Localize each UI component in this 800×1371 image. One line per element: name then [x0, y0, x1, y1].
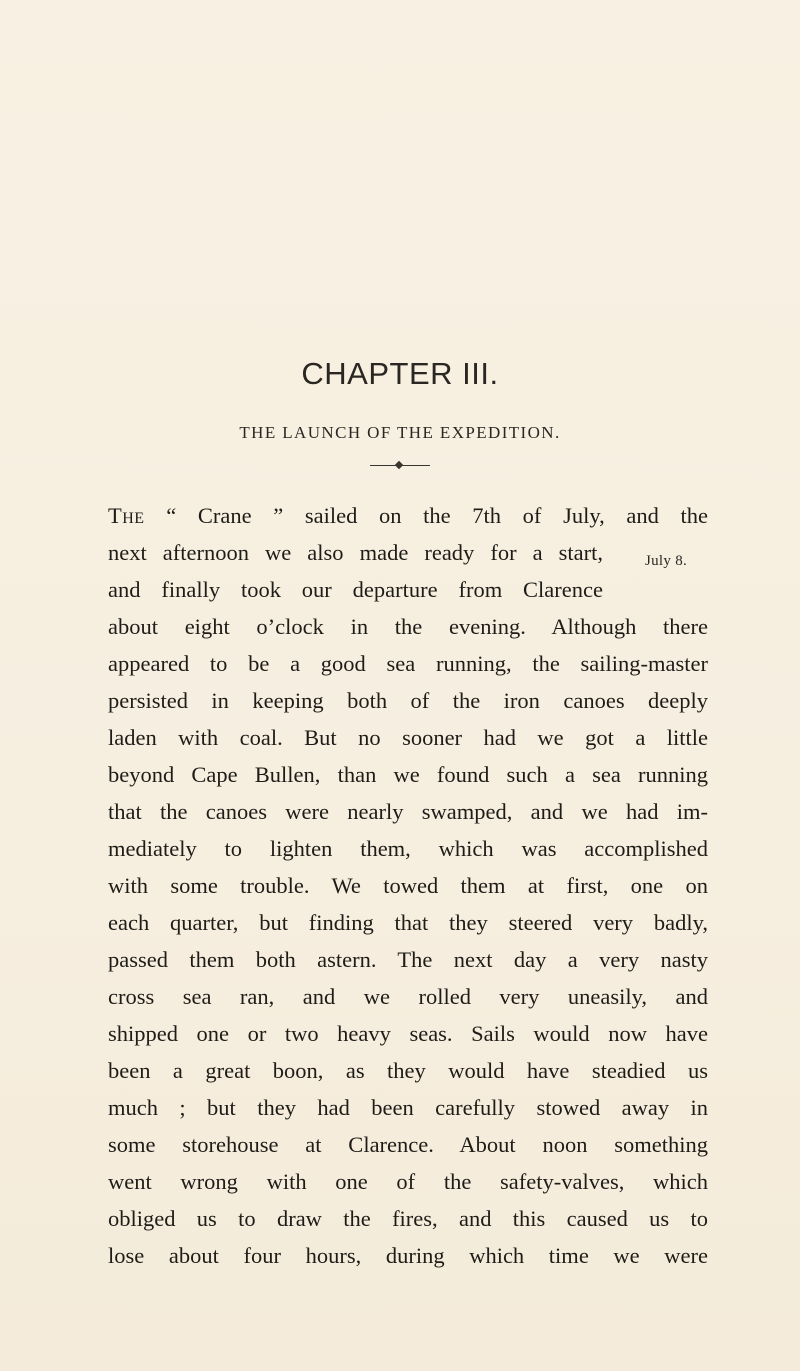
text-line: shipped one or two heavy seas. Sails would now have	[108, 1021, 708, 1046]
line-text: “ Crane ” sailed on the 7th of July, and the	[166, 503, 709, 528]
text-line: mediately to lighten them, which was accomplished	[108, 836, 708, 861]
text-line: and finally took our departure from Clarence	[108, 577, 603, 602]
text-line: been a great boon, as they would have steadied us	[108, 1058, 708, 1083]
first-word: The	[108, 503, 145, 528]
text-line: about eight o’clock in the evening. Although there	[108, 614, 708, 639]
ornament-divider	[370, 462, 430, 470]
chapter-title: CHAPTER III.	[301, 356, 499, 391]
text-line: that the canoes were nearly swamped, and we had im-	[108, 799, 708, 824]
text-line: laden with coal. But no sooner had we got a little	[108, 725, 708, 750]
chapter-body	[108, 497, 708, 1274]
text-line: beyond Cape Bullen, than we found such a sea running	[108, 762, 708, 787]
chapter-subtitle: THE LAUNCH OF THE EXPEDITION.	[239, 423, 561, 442]
margin-date-note: July 8.	[645, 553, 688, 569]
text-line: next afternoon we also made ready for a start,	[108, 540, 603, 565]
text-line: lose about four hours, during which time we were	[108, 1243, 708, 1268]
text-line: persisted in keeping both of the iron canoes deeply	[108, 688, 708, 713]
text-line: some storehouse at Clarence. About noon something	[108, 1132, 708, 1157]
text-line: cross sea ran, and we rolled very uneasily, and	[108, 984, 708, 1009]
text-line: with some trouble. We towed them at first, one on	[108, 873, 708, 898]
text-line: passed them both astern. The next day a very nasty	[108, 947, 708, 972]
diamond-icon	[395, 461, 403, 469]
text-line	[108, 497, 708, 534]
text-line: appeared to be a good sea running, the sailing-master	[108, 651, 708, 676]
text-line: obliged us to draw the fires, and this caused us to	[108, 1206, 708, 1231]
text-line: went wrong with one of the safety-valves, which	[108, 1169, 708, 1194]
text-line: much ; but they had been carefully stowed away in	[108, 1095, 708, 1120]
text-line: each quarter, but finding that they steered very badly,	[108, 910, 708, 935]
